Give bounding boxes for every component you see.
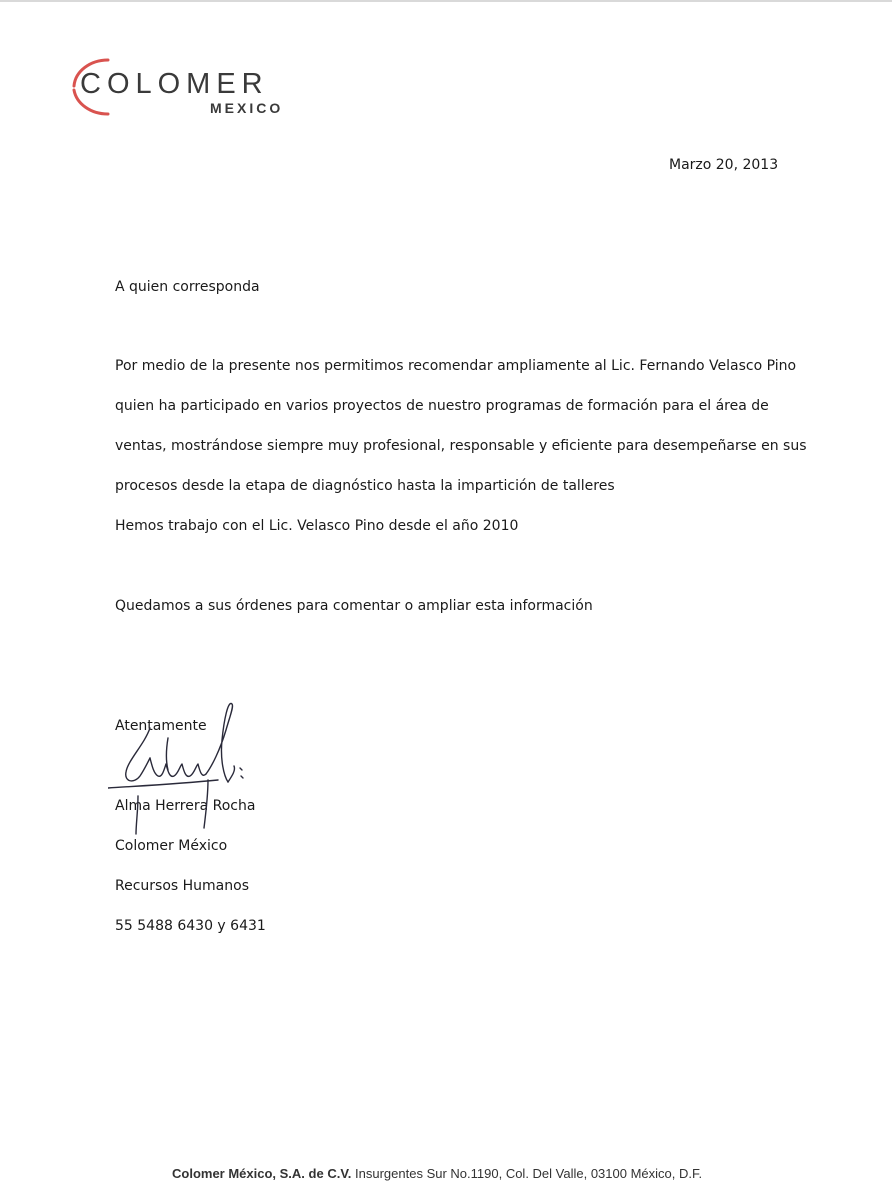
- salutation: A quien corresponda: [115, 279, 260, 295]
- closing: Atentamente: [115, 718, 207, 734]
- handwritten-signature-icon: [108, 700, 258, 840]
- body-line: quien ha participado en varios proyectos de nuestro programas de formación para el área de: [115, 398, 769, 414]
- signer-company: Colomer México: [115, 838, 228, 854]
- logo-wordmark: COLOMER: [80, 68, 269, 100]
- body-line: Por medio de la presente nos permitimos recomendar ampliamente al Lic. Fernando Velasco Pino: [115, 358, 797, 374]
- company-logo: [68, 56, 298, 120]
- page-footer: [172, 1166, 702, 1181]
- footer-company: Colomer México, S.A. de C.V.: [172, 1166, 352, 1181]
- signer-department: Recursos Humanos: [115, 878, 249, 894]
- signer-phone: 55 5488 6430 y 6431: [115, 918, 266, 934]
- letter-date: Marzo 20, 2013: [669, 157, 779, 173]
- closing-paragraph: Quedamos a sus órdenes para comentar o ampliar esta información: [115, 598, 593, 614]
- body-line: ventas, mostrándose siempre muy profesional, responsable y eficiente para desempeñarse en sus: [115, 438, 807, 454]
- body-line: procesos desde la etapa de diagnóstico hasta la impartición de talleres: [115, 478, 615, 494]
- body-line: Hemos trabajo con el Lic. Velasco Pino desde el año 2010: [115, 518, 519, 534]
- top-border: [0, 0, 892, 2]
- signer-name: Alma Herrera Rocha: [115, 798, 256, 814]
- logo-subtitle: MEXICO: [210, 100, 284, 116]
- footer-address: Insurgentes Sur No.1190, Col. Del Valle, 03100 México, D.F.: [351, 1166, 703, 1181]
